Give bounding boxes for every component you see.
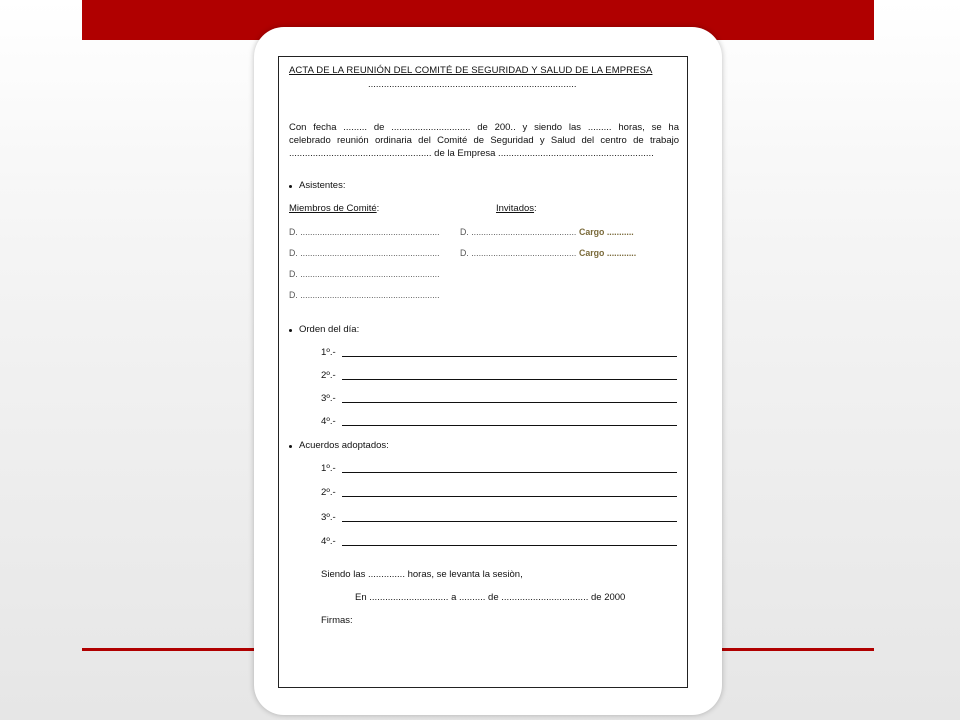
acuerdos-label: Acuerdos adoptados: bbox=[299, 440, 389, 451]
guest-cargo: Cargo ............ bbox=[578, 248, 637, 258]
invitados-label: Invitados bbox=[496, 203, 535, 214]
orden-item-2: 2º.- bbox=[321, 370, 336, 381]
bullet-icon bbox=[289, 185, 292, 188]
acuerdo-item-2: 2º.- bbox=[321, 487, 336, 498]
acuerdo-fill-line bbox=[342, 545, 677, 546]
miembros-label: Miembros de Comité bbox=[289, 203, 377, 214]
guest-row bbox=[460, 228, 634, 238]
bullet-icon bbox=[289, 329, 292, 332]
intro-line-1: Con fecha ......... de .............................. de 200.. y siendo las ......... horas, se ha bbox=[289, 122, 679, 133]
asistentes-label: Asistentes: bbox=[299, 180, 346, 191]
guest-row bbox=[460, 249, 636, 259]
guest-cargo: Cargo ........... bbox=[578, 227, 634, 237]
closing-line: Siendo las .............. horas, se levanta la sesiòn, bbox=[321, 569, 523, 580]
invitados-colon: : bbox=[534, 203, 537, 214]
member-row: D. ......................................................... bbox=[289, 269, 440, 279]
acuerdo-fill-line bbox=[342, 521, 677, 522]
acuerdo-item-3: 3º.- bbox=[321, 512, 336, 523]
miembros-colon: : bbox=[376, 203, 380, 214]
orden-item-4: 4º.- bbox=[321, 416, 336, 427]
orden-fill-line bbox=[342, 356, 677, 357]
guest-name: D. ........................................... bbox=[460, 227, 577, 237]
document-title: ACTA DE LA REUNIÓN DEL COMITÉ DE SEGURIDAD Y SALUD DE LA EMPRESA bbox=[289, 65, 653, 76]
member-row: D. ......................................................... bbox=[289, 248, 440, 258]
orden-label: Orden del día: bbox=[299, 324, 360, 335]
bottom-accent-line-left bbox=[82, 648, 262, 651]
member-row: D. ......................................................... bbox=[289, 227, 440, 237]
acuerdo-fill-line bbox=[342, 472, 677, 473]
guest-name: D. ........................................... bbox=[460, 248, 577, 258]
orden-item-1: 1º.- bbox=[321, 347, 336, 358]
acuerdo-item-4: 4º.- bbox=[321, 536, 336, 547]
place-date-line: En .............................. a .......... de ................................. de 2000 bbox=[355, 592, 626, 603]
miembros-header bbox=[289, 204, 379, 214]
bullet-icon bbox=[289, 445, 292, 448]
acuerdo-item-1: 1º.- bbox=[321, 463, 336, 474]
acuerdo-fill-line bbox=[342, 496, 677, 497]
bottom-accent-line-right bbox=[715, 648, 874, 651]
orden-fill-line bbox=[342, 425, 677, 426]
intro-line-2: celebrado reunión ordinaria del Comité de Seguridad y Salud del centro de trabajo bbox=[289, 135, 679, 146]
document-page bbox=[278, 56, 688, 688]
title-dots: ............................................................................... bbox=[368, 79, 577, 90]
firmas-label: Firmas: bbox=[321, 615, 353, 626]
orden-item-3: 3º.- bbox=[321, 393, 336, 404]
orden-fill-line bbox=[342, 379, 677, 380]
invitados-header bbox=[496, 204, 537, 214]
orden-fill-line bbox=[342, 402, 677, 403]
member-row: D. ......................................................... bbox=[289, 290, 440, 300]
intro-line-3: ...................................................... de la Empresa ........................................................... bbox=[289, 148, 654, 159]
